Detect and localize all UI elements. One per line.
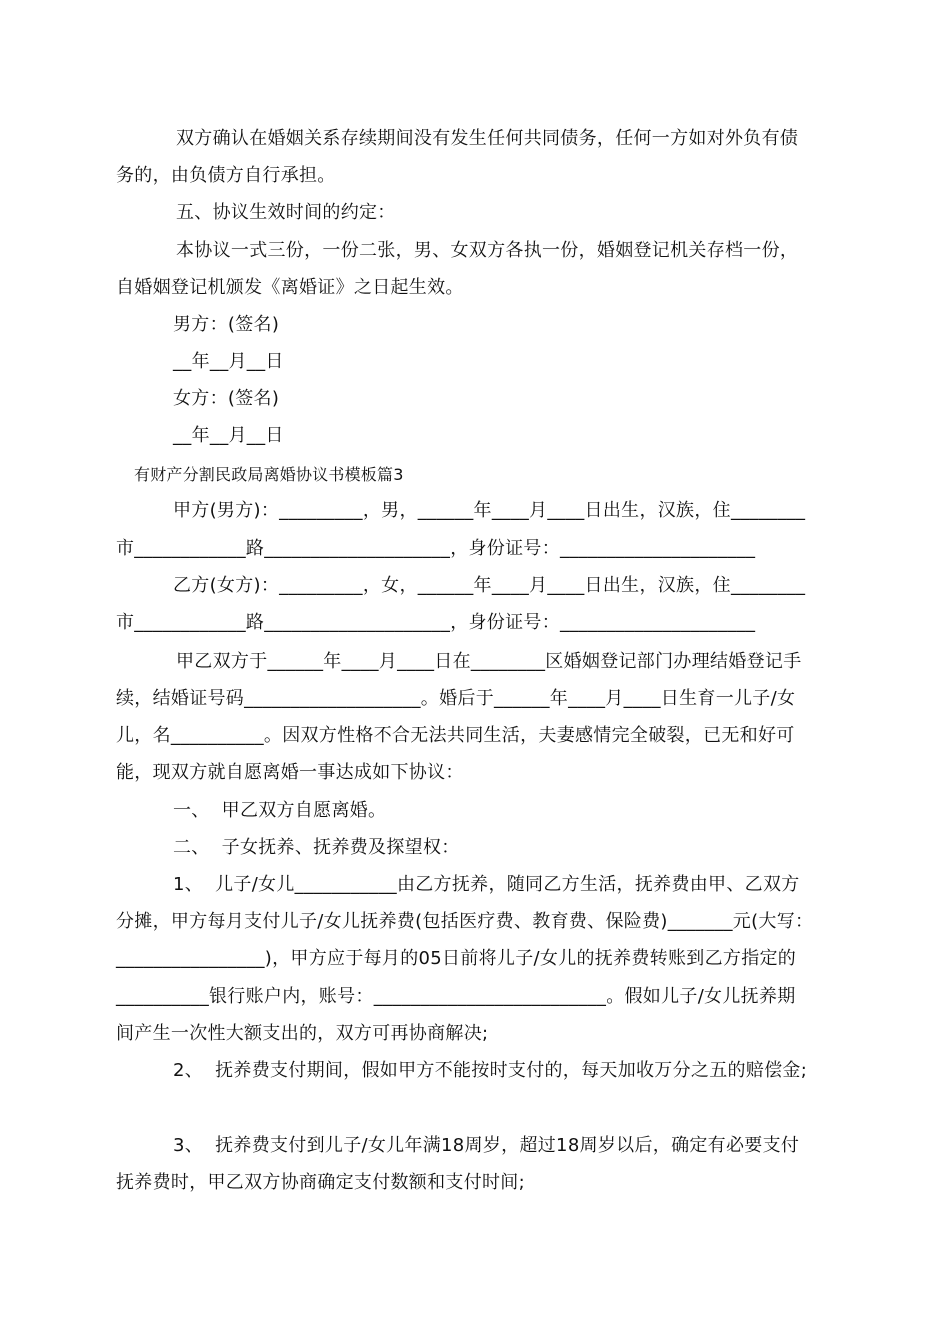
- clause-line: 2、 抚养费支付期间，假如甲方不能按时支付的，每天加收万分之五的赔偿金;: [173, 1060, 808, 1081]
- paragraph-line: 双方确认在婚姻关系存续期间没有发生任何共同债务，任何一方如对外负有债: [176, 128, 799, 149]
- paragraph-line: 自婚姻登记机颁发《离婚证》之日起生效。: [116, 277, 464, 298]
- section-heading: 五、协议生效时间的约定：: [176, 202, 396, 223]
- date-line: __年__月__日: [173, 425, 284, 446]
- party-a-line: 甲方(男方)：_________，男，______年____月____日出生，汉族，住________: [173, 500, 806, 521]
- paragraph-line: 抚养费时，甲乙双方协商确定支付数额和支付时间;: [116, 1172, 525, 1193]
- paragraph-line: __________银行账户内，账号：_________________________。假如儿子/女儿抚养期: [116, 986, 796, 1007]
- clause-line: 3、 抚养费支付到儿子/女儿年满18周岁，超过18周岁以后，确定有必要支付: [173, 1135, 800, 1156]
- paragraph-line: 务的，由负债方自行承担。: [116, 165, 336, 186]
- party-b-address-line: 市____________路____________________，身份证号：_____________________: [116, 612, 756, 633]
- paragraph-line: 续，结婚证号码___________________。婚后于______年____月____日生育一儿子/女: [116, 688, 796, 709]
- paragraph-line: 甲乙双方于______年____月____日在________区婚姻登记部门办理结婚登记手: [176, 651, 802, 672]
- clause-line: 1、 儿子/女儿___________由乙方抚养，随同乙方生活，抚养费由甲、乙双方: [173, 874, 800, 895]
- template-title: 有财产分割民政局离婚协议书模板篇3: [134, 465, 404, 484]
- paragraph-line: 间产生一次性大额支出的，双方可再协商解决;: [116, 1023, 489, 1044]
- party-b-line: 乙方(女方)：_________，女，______年____月____日出生，汉族，住________: [173, 575, 806, 596]
- clause-heading: 一、 甲乙双方自愿离婚。: [173, 800, 387, 821]
- paragraph-line: ________________)，甲方应于每月的05日前将儿子/女儿的抚养费转账到乙方指定的: [116, 948, 797, 969]
- paragraph-line: 本协议一式三份，一份二张，男、女双方各执一份，婚姻登记机关存档一份，: [176, 240, 799, 261]
- clause-heading: 二、 子女抚养、抚养费及探望权：: [173, 837, 460, 858]
- paragraph-line: 儿，名__________。因双方性格不合无法共同生活，夫妻感情完全破裂，已无和好可: [116, 725, 795, 746]
- paragraph-line: 能，现双方就自愿离婚一事达成如下协议：: [116, 762, 464, 783]
- date-line: __年__月__日: [173, 351, 284, 372]
- party-a-address-line: 市____________路____________________，身份证号：_____________________: [116, 538, 756, 559]
- signature-female: 女方：(签名): [173, 388, 280, 409]
- paragraph-line: 分摊，甲方每月支付儿子/女儿抚养费(包括医疗费、教育费、保险费)_______元(大写：: [116, 911, 814, 932]
- signature-male: 男方：(签名): [173, 314, 280, 335]
